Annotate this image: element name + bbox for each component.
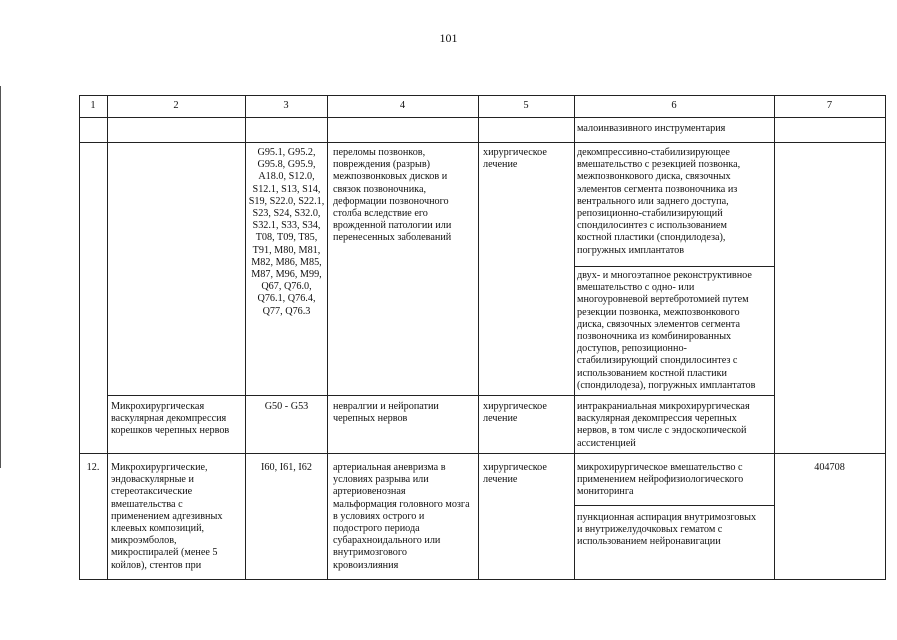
table-border-left xyxy=(79,95,80,579)
item-12-method-2: пункционная аспирация внутримозговых и внутрижелудочковых гематом с использованием нейронавигации xyxy=(577,512,757,548)
row-divider xyxy=(79,142,886,143)
spine-method-1: декомпрессивно-стабилизирующее вмешательство с резекцией позвонка, межпозвонкового диска, связочных элементов сегмента позвоночника из вентрального или заднего доступа, репозиционно-стабилизирующий спондилосинтез с использованием костной пластики (спондилодеза), погружных имплантатов xyxy=(577,147,741,256)
item-12-cost: 404708 xyxy=(814,462,845,473)
header-col-1: 1 xyxy=(90,100,96,111)
row-divider xyxy=(574,505,774,506)
spine-diagnosis: переломы позвонков, повреждения (разрыв) межпозвонковых дисков и связок позвоночника, деформации позвоночного столба вследствие его врожденной патологии или перенесенных заболеваний xyxy=(333,147,452,244)
item-12-icd-codes: I60, I61, I62 xyxy=(261,462,312,473)
column-divider xyxy=(107,95,108,579)
table-border-bottom xyxy=(79,579,886,580)
item-12-number: 12. xyxy=(86,462,100,473)
row-divider xyxy=(79,453,886,454)
table-border-right xyxy=(885,95,886,579)
page-number: 101 xyxy=(439,31,458,45)
item-12-diagnosis: артериальная аневризма в условиях разрыва или артериовенозная мальформация головного мозга в условиях острого и подострого периода субарахноидального или внутримозгового кровоизлияния xyxy=(333,462,470,571)
item-12-treatment-type: хирургическое лечение xyxy=(483,462,547,486)
spine-icd-codes: G95.1, G95.2, G95.8, G95.9, A18.0, S12.0, S12.1, S13, S14, S19, S22.0, S22.1, S23, S24, S32.0, S32.1, S33, S34, T08, T09, T85, T91, M80, M81, M82, M86, M85, M87, M96, M99, Q67, Q76.0, Q76.1, Q76.4, Q77, Q76.3 xyxy=(248,147,325,317)
cranial-treatment-type: хирургическое лечение xyxy=(483,401,547,425)
table-border-top xyxy=(79,95,886,96)
header-divider xyxy=(79,117,886,118)
spine-treatment-type: хирургическое лечение xyxy=(483,147,547,171)
row-divider xyxy=(107,395,774,396)
header-col-5: 5 xyxy=(523,100,529,111)
header-col-3: 3 xyxy=(283,100,289,111)
item-12-method-1: микрохирургическое вмешательство с применением нейрофизиологического мониторинга xyxy=(577,462,744,498)
header-col-7: 7 xyxy=(826,100,833,111)
procedures-table xyxy=(79,95,886,579)
cont-method-cell: малоинвазивного инструментария xyxy=(577,123,726,134)
column-divider xyxy=(774,95,775,579)
column-divider xyxy=(478,95,479,579)
spine-method-2: двух- и многоэтапное реконструктивное вмешательство с одно- или многоуровневой вертебротомией путем резекции позвонка, межпозвонкового диска, связочных элементов сегмента позвоночника из комбинированных доступов, репозиционно- стабилизирующий спондилосинтез с использованием костной пластики (спондилодеза), погружных имплантатов xyxy=(577,270,756,391)
cranial-care-type: Микрохирургическая васкулярная декомпрессия корешков черепных нервов xyxy=(111,401,230,437)
cranial-icd-codes: G50 - G53 xyxy=(264,401,309,412)
margin-rule xyxy=(0,86,1,468)
cranial-method: интракраниальная микрохирургическая васкулярная декомпрессия черепных нервов, в том числе с эндоскопической ассистенцией xyxy=(577,401,750,449)
column-divider xyxy=(574,95,575,579)
header-col-2: 2 xyxy=(173,100,179,111)
column-divider xyxy=(327,95,328,579)
cranial-diagnosis: невралгии и нейропатии черепных нервов xyxy=(333,401,439,425)
header-col-6: 6 xyxy=(671,100,677,111)
item-12-care-type: Микрохирургические, эндоваскулярные и стереотаксические вмешательства с применением адгезивных клеевых композиций, микроэмболов, микроспиралей (менее 5 койлов), стентов при xyxy=(111,462,223,571)
row-divider xyxy=(574,266,774,267)
header-col-4: 4 xyxy=(399,100,406,111)
